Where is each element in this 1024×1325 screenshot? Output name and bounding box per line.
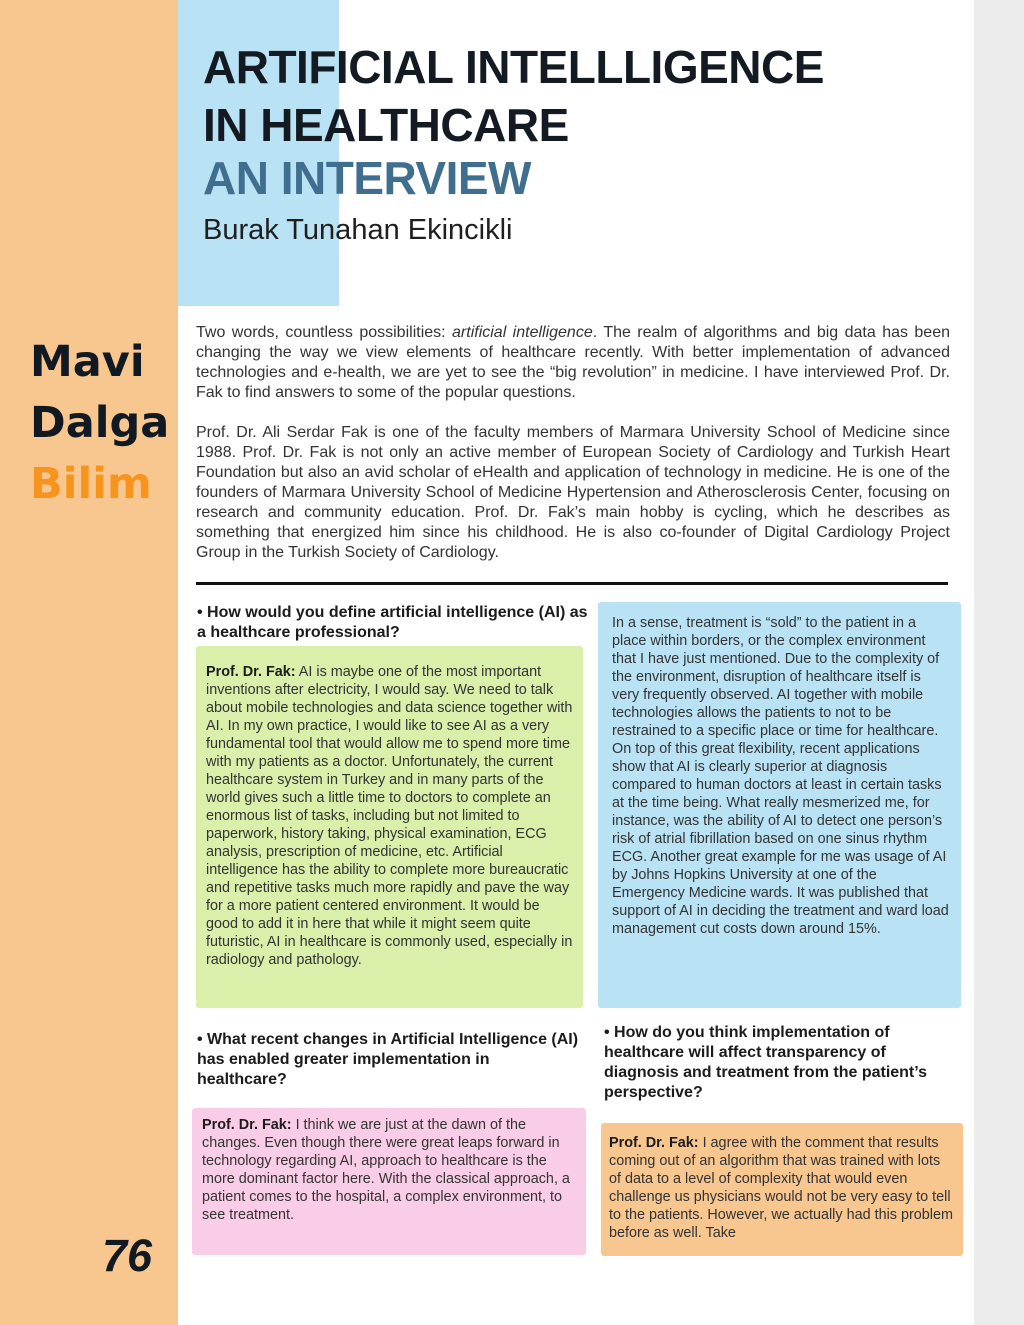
intro-paragraph-1 xyxy=(196,323,950,403)
question-2: • What recent changes in Artificial Intelligence (AI) has enabled greater implementation in healthcare? xyxy=(197,1031,579,1088)
article-title xyxy=(203,38,824,154)
right-margin-band xyxy=(974,0,1024,1325)
page-number: 76 xyxy=(102,1230,153,1281)
answer-3-box xyxy=(601,1123,963,1256)
answer-2-box xyxy=(192,1108,586,1255)
article-subtitle: AN INTERVIEW xyxy=(203,152,531,204)
answer-1-speaker: Prof. Dr. Fak: xyxy=(206,664,296,680)
brand-line-1: Mavi xyxy=(30,337,145,387)
title-line-1: ARTIFICIAL INTELLLIGENCE xyxy=(203,41,824,93)
question-3: • How do you think implementation of healthcare will affect transparency of diagnosis and treatment from the patient’s perspective? xyxy=(604,1024,928,1101)
answer-1-box xyxy=(196,646,583,1008)
article-author: Burak Tunahan Ekincikli xyxy=(203,214,513,246)
answer-3-text: I agree with the comment that results coming out of an algorithm that was trained with lots of data to a level of complexity that would even challenge us physicians would not be very easy to tell to the patients. However, we actually had this problem before as well. Take xyxy=(609,1135,953,1241)
answer-2-speaker: Prof. Dr. Fak: xyxy=(202,1117,292,1133)
magazine-brand xyxy=(30,332,169,515)
intro-p1-body: . The realm of algorithms and big data has been changing the way we view elements of healthcare recently. With better implementation of advanced technologies and e-health, we are yet to see the “big revolution” in medicine. I have interviewed Prof. Dr. Fak to find answers to some of the popular questions. xyxy=(196,324,951,401)
intro-paragraph-2: Prof. Dr. Ali Serdar Fak is one of the faculty members of Marmara University School of Medicine since 1988. Prof. Dr. Fak is not only an active member of European Society of Cardiology and Turkish Heart Foundation but also an avid scholar of eHealth and application of technology in medicine. He is one of the founders of Marmara University School of Medicine Hypertension and Atherosclerosis Center, focusing on research and community education. Prof. Dr. Fak’s main hobby is cycling, which he describes as something that energized him since his childhood. He is also co-founder of Digital Cardiology Project Group in the Turkish Society of Cardiology. xyxy=(196,424,950,561)
answer-1-text: AI is maybe one of the most important inventions after electricity, I would say. We need to talk about mobile technologies and data science together with AI. In my own practice, I would like to see AI as a very fundamental tool that would allow me to spend more time with my patients as a doctor. Unfortunately, the current healthcare system in Turkey and in many parts of the world gives such a little time to doctors to complete an enormous list of tasks, including but not limited to paperwork, history taking, physical examination, ECG analysis, prescription of medicine, etc. Artificial intelligence has the ability to complete more bureaucratic and repetitive tasks much more rapidly and pave the way for a more patient centered environment. It would be good to add it in here that while it might seem quite futuristic, AI in healthcare is commonly used, especially in radiology and pathology. xyxy=(206,664,573,968)
section-divider xyxy=(196,582,948,585)
brand-line-3: Bilim xyxy=(30,459,152,509)
intro-p1-emphasis: artificial intelligence xyxy=(452,324,593,341)
answer-3-speaker: Prof. Dr. Fak: xyxy=(609,1135,699,1151)
answer-2-text: I think we are just at the dawn of the changes. Even though there were great leaps forward in technology regarding AI, approach to healthcare is the more dominant factor here. With the classical approach, a patient comes to the hospital, a complex environment, to see treatment. xyxy=(202,1117,570,1223)
title-line-2: IN HEALTHCARE xyxy=(203,99,569,151)
answer-continuation-text: In a sense, treatment is “sold” to the patient in a place within borders, or the complex environment that I have just mentioned. Due to the complexity of the environment, disruption of healthcare itself is very frequently observed. AI together with mobile technologies allows the patients to not to be restrained to a specific place or time for healthcare. On top of this great flexibility, recent applications show that AI is clearly superior at diagnosis compared to human doctors at least in certain tasks at the time being. What really mesmerized me, for instance, was the ability of AI to detect one person’s risk of atrial fibrillation based on one sinus rhythm ECG. Another great example for me was usage of AI by Johns Hopkins University at one of the Emergency Medicine wards. It was published that support of AI in deciding the treatment and ward load management cut costs down around 15%. xyxy=(612,615,949,937)
intro-p1-lead: Two words, countless possibilities: xyxy=(196,324,453,341)
left-color-band xyxy=(0,0,178,1325)
question-1: • How would you define artificial intelligence (AI) as a healthcare professional? xyxy=(197,604,588,641)
answer-continuation-box xyxy=(598,602,961,1008)
brand-line-2: Dalga xyxy=(30,398,170,448)
